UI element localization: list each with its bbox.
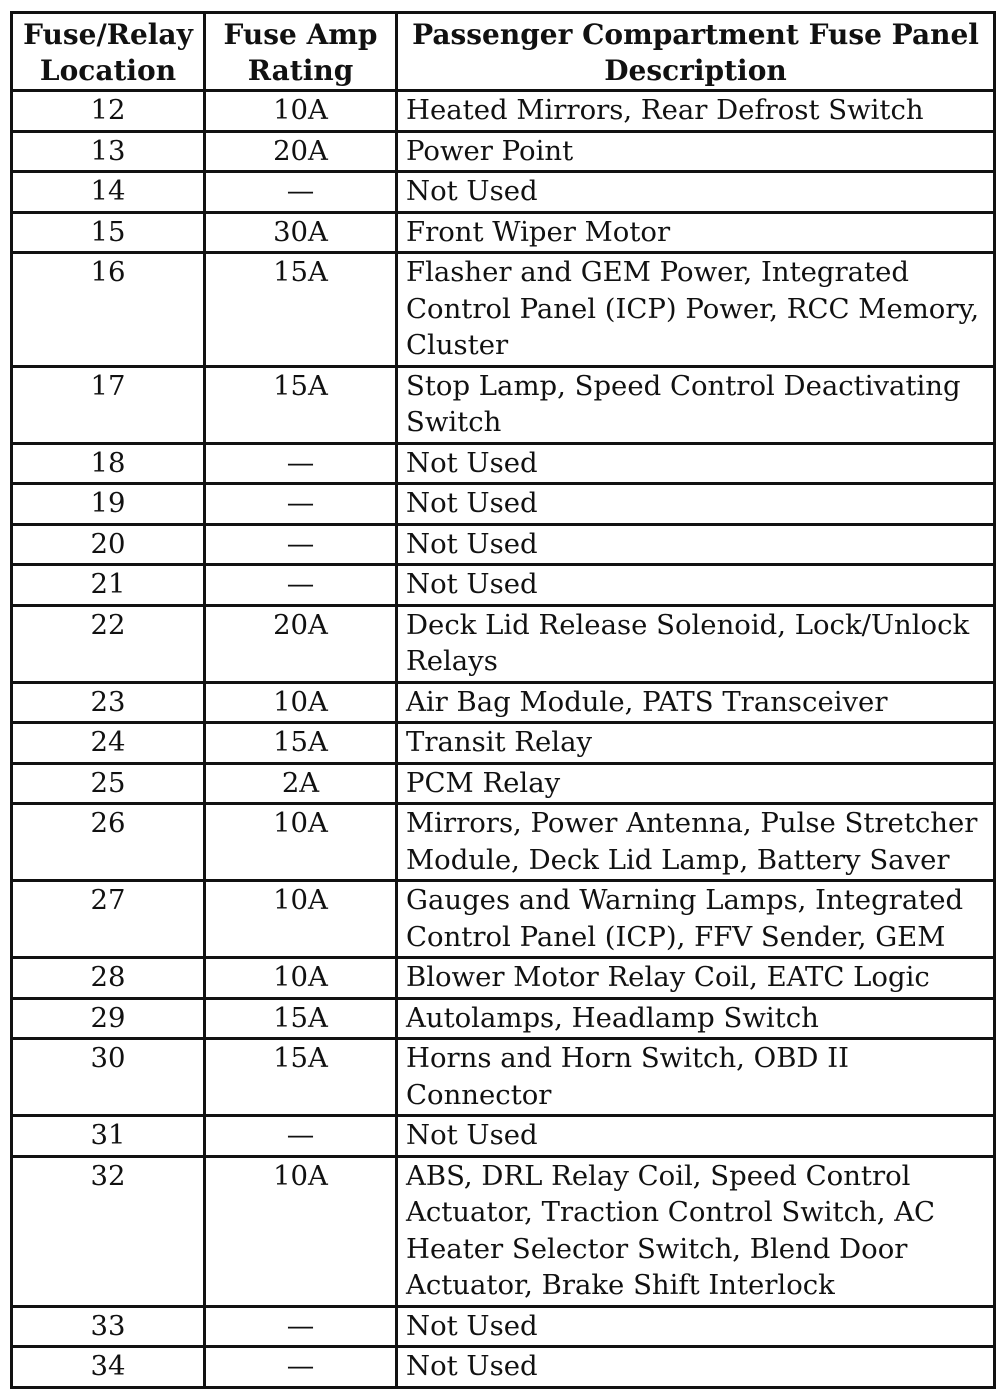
cell-amp-rating: — bbox=[205, 172, 397, 213]
cell-description: Not Used bbox=[397, 1116, 995, 1157]
cell-description: Air Bag Module, PATS Transceiver bbox=[397, 682, 995, 723]
cell-description: Not Used bbox=[397, 443, 995, 484]
cell-description: Front Wiper Motor bbox=[397, 212, 995, 253]
cell-location: 28 bbox=[12, 958, 205, 999]
cell-description: Not Used bbox=[397, 1347, 995, 1388]
cell-amp-rating: 10A bbox=[205, 682, 397, 723]
fuse-table-container bbox=[10, 11, 996, 1389]
cell-amp-rating: 15A bbox=[205, 366, 397, 443]
table-row bbox=[12, 131, 995, 172]
table-row bbox=[12, 212, 995, 253]
table-row bbox=[12, 804, 995, 881]
cell-amp-rating: 15A bbox=[205, 253, 397, 367]
cell-location: 26 bbox=[12, 804, 205, 881]
cell-description: Not Used bbox=[397, 172, 995, 213]
table-row bbox=[12, 723, 995, 764]
table-row bbox=[12, 605, 995, 682]
cell-amp-rating: — bbox=[205, 1306, 397, 1347]
cell-description: Gauges and Warning Lamps, Integrated Control Panel (ICP), FFV Sender, GEM bbox=[397, 881, 995, 958]
cell-description: Stop Lamp, Speed Control Deactivating Switch bbox=[397, 366, 995, 443]
cell-location: 32 bbox=[12, 1156, 205, 1306]
cell-amp-rating: 2A bbox=[205, 763, 397, 804]
cell-location: 22 bbox=[12, 605, 205, 682]
table-row bbox=[12, 1156, 995, 1306]
table-row bbox=[12, 1347, 995, 1388]
cell-amp-rating: 10A bbox=[205, 1156, 397, 1306]
cell-description: Horns and Horn Switch, OBD II Connector bbox=[397, 1039, 995, 1116]
cell-location: 17 bbox=[12, 366, 205, 443]
cell-location: 25 bbox=[12, 763, 205, 804]
cell-amp-rating: — bbox=[205, 443, 397, 484]
header-location: Fuse/Relay Location bbox=[12, 13, 205, 91]
cell-location: 23 bbox=[12, 682, 205, 723]
cell-location: 15 bbox=[12, 212, 205, 253]
cell-location: 34 bbox=[12, 1347, 205, 1388]
cell-amp-rating: 15A bbox=[205, 1039, 397, 1116]
cell-amp-rating: 20A bbox=[205, 131, 397, 172]
table-row bbox=[12, 524, 995, 565]
cell-description: Autolamps, Headlamp Switch bbox=[397, 998, 995, 1039]
table-row bbox=[12, 1039, 995, 1116]
table-row bbox=[12, 763, 995, 804]
cell-description: ABS, DRL Relay Coil, Speed Control Actuator, Traction Control Switch, AC Heater Selector Switch, Blend Door Actuator, Brake Shift Interlock bbox=[397, 1156, 995, 1306]
cell-description: Deck Lid Release Solenoid, Lock/Unlock Relays bbox=[397, 605, 995, 682]
cell-location: 13 bbox=[12, 131, 205, 172]
header-row bbox=[12, 13, 995, 91]
cell-amp-rating: — bbox=[205, 1116, 397, 1157]
table-row bbox=[12, 1306, 995, 1347]
cell-amp-rating: 30A bbox=[205, 212, 397, 253]
cell-amp-rating: 10A bbox=[205, 958, 397, 999]
cell-description: Transit Relay bbox=[397, 723, 995, 764]
table-row bbox=[12, 172, 995, 213]
cell-location: 24 bbox=[12, 723, 205, 764]
cell-amp-rating: — bbox=[205, 1347, 397, 1388]
cell-description: Flasher and GEM Power, Integrated Control Panel (ICP) Power, RCC Memory, Cluster bbox=[397, 253, 995, 367]
table-row bbox=[12, 958, 995, 999]
cell-amp-rating: 15A bbox=[205, 723, 397, 764]
cell-amp-rating: — bbox=[205, 565, 397, 606]
cell-location: 18 bbox=[12, 443, 205, 484]
table-row bbox=[12, 366, 995, 443]
fuse-table bbox=[10, 11, 996, 1389]
cell-location: 31 bbox=[12, 1116, 205, 1157]
cell-description: Not Used bbox=[397, 524, 995, 565]
table-row bbox=[12, 253, 995, 367]
cell-amp-rating: 10A bbox=[205, 91, 397, 132]
cell-description: Mirrors, Power Antenna, Pulse Stretcher Module, Deck Lid Lamp, Battery Saver bbox=[397, 804, 995, 881]
table-row bbox=[12, 1116, 995, 1157]
table-row bbox=[12, 881, 995, 958]
cell-description: Not Used bbox=[397, 1306, 995, 1347]
table-row bbox=[12, 565, 995, 606]
cell-location: 30 bbox=[12, 1039, 205, 1116]
cell-amp-rating: 10A bbox=[205, 881, 397, 958]
cell-description: Power Point bbox=[397, 131, 995, 172]
cell-description: Blower Motor Relay Coil, EATC Logic bbox=[397, 958, 995, 999]
cell-amp-rating: 20A bbox=[205, 605, 397, 682]
cell-amp-rating: 10A bbox=[205, 804, 397, 881]
cell-amp-rating: — bbox=[205, 484, 397, 525]
table-row bbox=[12, 682, 995, 723]
cell-location: 19 bbox=[12, 484, 205, 525]
cell-amp-rating: 15A bbox=[205, 998, 397, 1039]
cell-amp-rating: — bbox=[205, 524, 397, 565]
cell-location: 20 bbox=[12, 524, 205, 565]
cell-location: 12 bbox=[12, 91, 205, 132]
header-amp-rating: Fuse Amp Rating bbox=[205, 13, 397, 91]
cell-location: 33 bbox=[12, 1306, 205, 1347]
table-row bbox=[12, 484, 995, 525]
header-description: Passenger Compartment Fuse Panel Description bbox=[397, 13, 995, 91]
cell-location: 29 bbox=[12, 998, 205, 1039]
cell-description: PCM Relay bbox=[397, 763, 995, 804]
cell-description: Not Used bbox=[397, 484, 995, 525]
cell-location: 21 bbox=[12, 565, 205, 606]
cell-description: Not Used bbox=[397, 565, 995, 606]
cell-location: 27 bbox=[12, 881, 205, 958]
table-row bbox=[12, 91, 995, 132]
cell-description: Heated Mirrors, Rear Defrost Switch bbox=[397, 91, 995, 132]
table-row bbox=[12, 998, 995, 1039]
cell-location: 16 bbox=[12, 253, 205, 367]
cell-location: 14 bbox=[12, 172, 205, 213]
table-row bbox=[12, 443, 995, 484]
table-body bbox=[12, 91, 995, 1388]
